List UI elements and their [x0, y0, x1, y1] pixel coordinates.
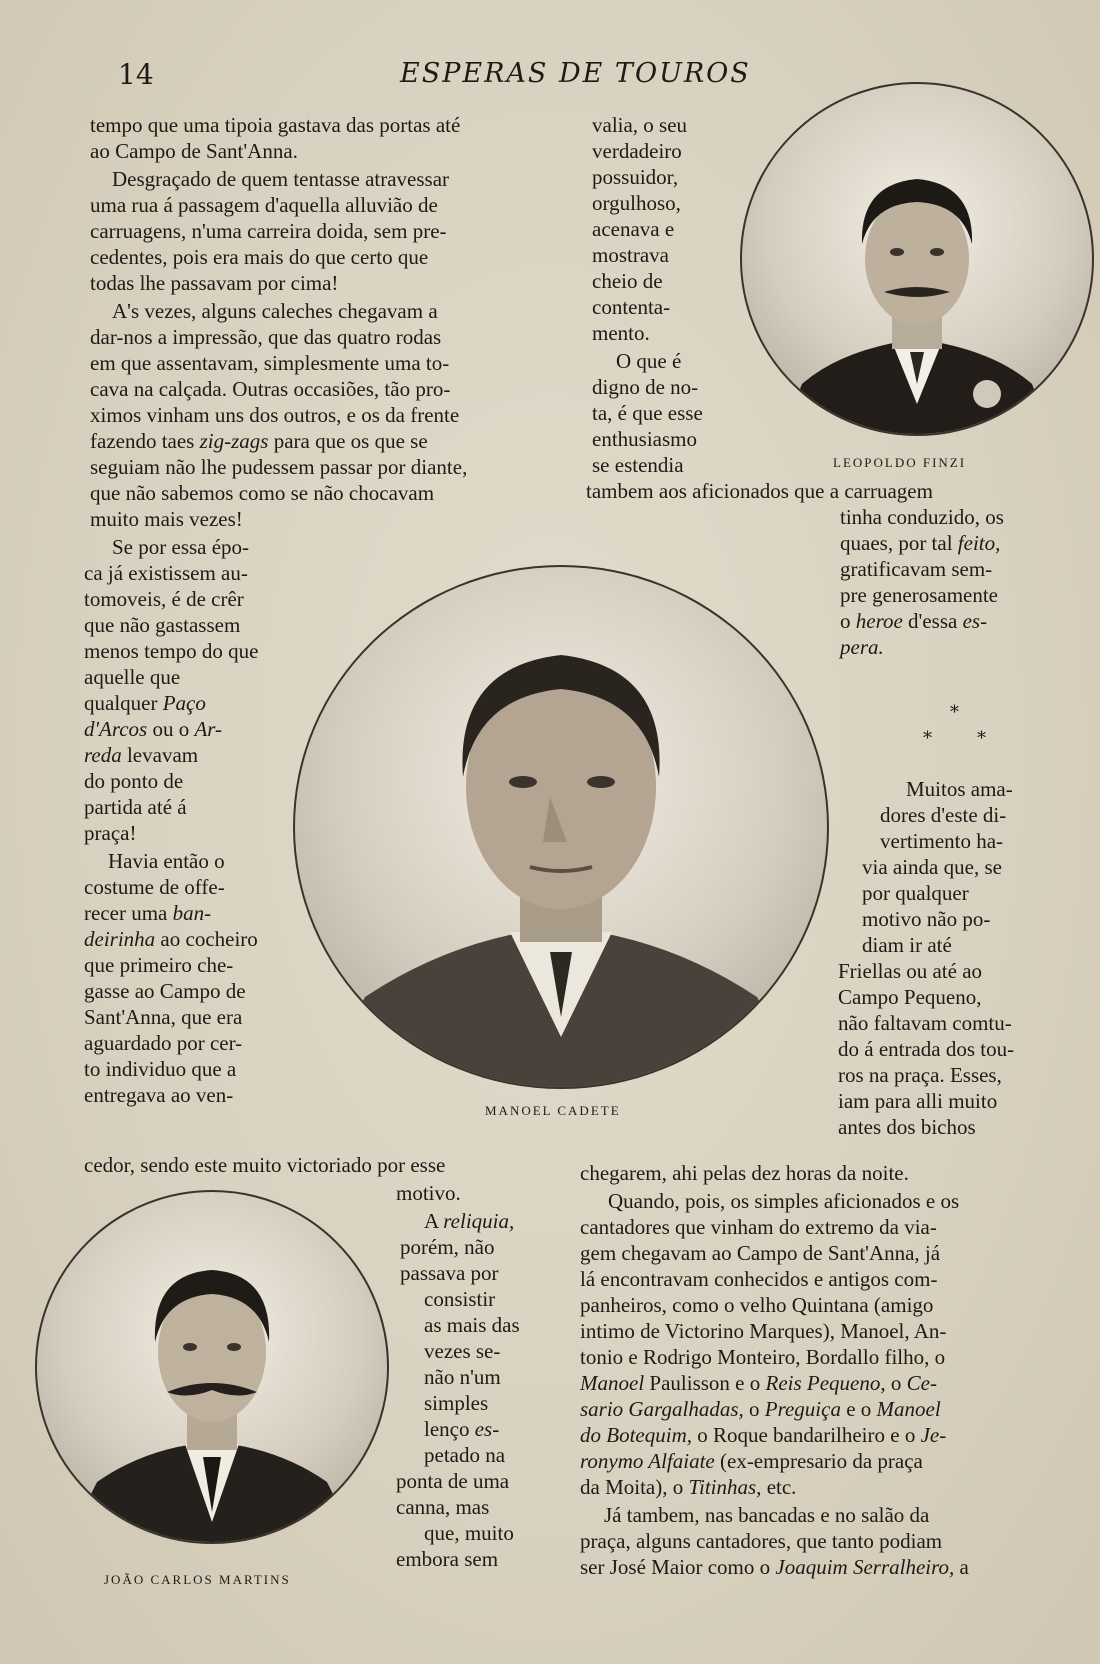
text-line: da Moita), o Titinhas, etc. [580, 1475, 797, 1499]
text-line: do á entrada dos tou- [838, 1037, 1015, 1061]
text-line: menos tempo do que [84, 639, 259, 663]
text-line: deirinha ao cocheiro [84, 927, 258, 951]
text-line: todas lhe passavam por cima! [90, 271, 339, 295]
text-line: cedor, sendo este muito victoriado por esse [84, 1153, 446, 1177]
text-line: Desgraçado de quem tentasse atravessar [112, 167, 450, 191]
text-line: ros na praça. Esses, [838, 1063, 1002, 1087]
text-line: pre generosamente [840, 583, 999, 607]
text-line: Se por essa épo- [112, 535, 250, 559]
text-line: embora sem [396, 1547, 499, 1571]
text-line: valia, o seu [592, 113, 688, 137]
text-line: praça! [84, 821, 137, 845]
text-line: reda levavam [84, 743, 199, 767]
text-line: d'Arcos ou o Ar- [84, 717, 223, 741]
text-line: aguardado por cer- [84, 1031, 243, 1055]
text-line: ao Campo de Sant'Anna. [90, 139, 298, 163]
text-line: praça, alguns cantadores, que tanto podiam [580, 1529, 943, 1553]
text-line: tempo que uma tipoia gastava das portas até [90, 113, 461, 137]
text-line: sario Gargalhadas, o Preguiça e o Manoel [580, 1397, 941, 1421]
text-line: tambem aos aficionados que a carruagem [586, 479, 933, 503]
text-line: seguiam não lhe pudessem passar por diante, [90, 455, 468, 479]
text-line: diam ir até [862, 933, 952, 957]
text-line: passava por [400, 1261, 499, 1285]
text-line: consistir [424, 1287, 496, 1311]
text-line: motivo não po- [862, 907, 991, 931]
text-line: Friellas ou até ao [838, 959, 983, 983]
text-line: entregava ao ven- [84, 1083, 234, 1107]
section-ornament: * [950, 702, 959, 723]
text-line: uma rua á passagem d'aquella alluvião de [90, 193, 438, 217]
text-line: orgulhoso, [592, 191, 681, 215]
portrait-manoel-cadete [293, 565, 829, 1089]
text-line: Muitos ama- [906, 777, 1013, 801]
text-line: por qualquer [862, 881, 969, 905]
text-line: vezes se- [424, 1339, 501, 1363]
text-line: Manoel Paulisson e o Reis Pequeno, o Ce- [580, 1371, 937, 1395]
section-ornament-3: * [977, 728, 986, 749]
caption-manoel-cadete: MANOEL CADETE [485, 1103, 621, 1118]
portrait-leopoldo-finzi [740, 82, 1094, 436]
text-line: enthusiasmo [592, 427, 697, 451]
text-line: ca já existissem au- [84, 561, 248, 585]
text-line: mostrava [592, 243, 669, 267]
text-line: petado na [424, 1443, 506, 1467]
text-line: porém, não [400, 1235, 495, 1259]
caption-leopoldo-finzi: LEOPOLDO FINZI [833, 455, 967, 470]
text-line: fazendo taes zig-zags para que os que se [90, 429, 428, 453]
text-line: gratificavam sem- [840, 557, 993, 581]
text-line: O que é [616, 349, 682, 373]
text-line: que primeiro che- [84, 953, 234, 977]
text-line: Havia então o [108, 849, 225, 873]
text-line: acenava e [592, 217, 675, 241]
text-line: ta, é que esse [592, 401, 703, 425]
text-line: qualquer Paço [84, 691, 206, 715]
text-line: Quando, pois, os simples aficionados e os [608, 1189, 960, 1213]
text-line: costume de offe- [84, 875, 225, 899]
text-line: simples [424, 1391, 489, 1415]
text-line: se estendia [592, 453, 684, 477]
text-line: Campo Pequeno, [838, 985, 982, 1009]
text-line: intimo de Victorino Marques), Manoel, An- [580, 1319, 947, 1343]
text-line: recer uma ban- [84, 901, 212, 925]
text-line: canna, mas [396, 1495, 490, 1519]
text-line: lá encontravam conhecidos e antigos com- [580, 1267, 938, 1291]
text-line: tinha conduzido, os [840, 505, 1004, 529]
text-line: ser José Maior como o Joaquim Serralheiro, a [580, 1555, 969, 1579]
text-line: digno de no- [592, 375, 699, 399]
cadete-figure [295, 567, 827, 1087]
text-line: as mais das [424, 1313, 520, 1337]
martins-figure [37, 1192, 387, 1542]
text-line: panheiros, como o velho Quintana (amigo [580, 1293, 934, 1317]
text-line: Sant'Anna, que era [84, 1005, 243, 1029]
text-line: mento. [592, 321, 650, 345]
text-line: quaes, por tal feito, [840, 531, 1001, 555]
text-line: tomoveis, é de crêr [84, 587, 244, 611]
text-line: que, muito [424, 1521, 514, 1545]
text-line: aquelle que [84, 665, 181, 689]
page-number: 14 [118, 58, 154, 91]
text-line: ximos vinham uns dos outros, e os da frente [90, 403, 460, 427]
section-ornament-2: * [923, 728, 932, 749]
text-line: possuidor, [592, 165, 679, 189]
text-line: lenço es- [424, 1417, 500, 1441]
text-line: ponta de uma [396, 1469, 510, 1493]
text-line: carruagens, n'uma carreira doida, sem pre- [90, 219, 447, 243]
text-line: dores d'este di- [880, 803, 1007, 827]
text-line: antes dos bichos [838, 1115, 976, 1139]
text-line: A reliquia, [424, 1209, 515, 1233]
text-line: tonio e Rodrigo Monteiro, Bordallo filho, o [580, 1345, 946, 1369]
text-line: gem chegavam ao Campo de Sant'Anna, já [580, 1241, 941, 1265]
text-line: cava na calçada. Outras occasiões, tão pro- [90, 377, 451, 401]
portrait-joao-carlos-martins [35, 1190, 389, 1544]
text-line: to individuo que a [84, 1057, 237, 1081]
text-line: cheio de [592, 269, 663, 293]
text-line: cedentes, pois era mais do que certo que [90, 245, 429, 269]
text-line: do Botequim, o Roque bandarilheiro e o Je- [580, 1423, 947, 1447]
text-line: verdadeiro [592, 139, 682, 163]
text-line: partida até á [84, 795, 187, 819]
text-line: contenta- [592, 295, 671, 319]
text-line: em que assentavam, simplesmente uma to- [90, 351, 450, 375]
text-line: Já tambem, nas bancadas e no salão da [604, 1503, 930, 1527]
text-line: motivo. [396, 1181, 461, 1205]
text-line: o heroe d'essa es- [840, 609, 988, 633]
text-line: iam para alli muito [838, 1089, 998, 1113]
text-line: gasse ao Campo de [84, 979, 246, 1003]
page-title: ESPERAS DE TOUROS [400, 58, 751, 89]
caption-joao-carlos-martins: JOÃO CARLOS MARTINS [104, 1572, 291, 1587]
text-line: que não sabemos como se não chocavam [90, 481, 435, 505]
finzi-figure [742, 84, 1092, 434]
text-line: cantadores que vinham do extremo da via- [580, 1215, 937, 1239]
text-line: não faltavam comtu- [838, 1011, 1012, 1035]
text-line: pera. [840, 635, 884, 659]
text-line: ronymo Alfaiate (ex-empresario da praça [580, 1449, 923, 1473]
text-line: vertimento ha- [880, 829, 1004, 853]
text-line: dar-nos a impressão, que das quatro rodas [90, 325, 442, 349]
text-line: muito mais vezes! [90, 507, 243, 531]
text-line: A's vezes, alguns caleches chegavam a [112, 299, 438, 323]
text-line: chegarem, ahi pelas dez horas da noite. [580, 1161, 909, 1185]
text-line: que não gastassem [84, 613, 241, 637]
text-line: do ponto de [84, 769, 184, 793]
text-line: via ainda que, se [862, 855, 1002, 879]
text-line: não n'um [424, 1365, 501, 1389]
